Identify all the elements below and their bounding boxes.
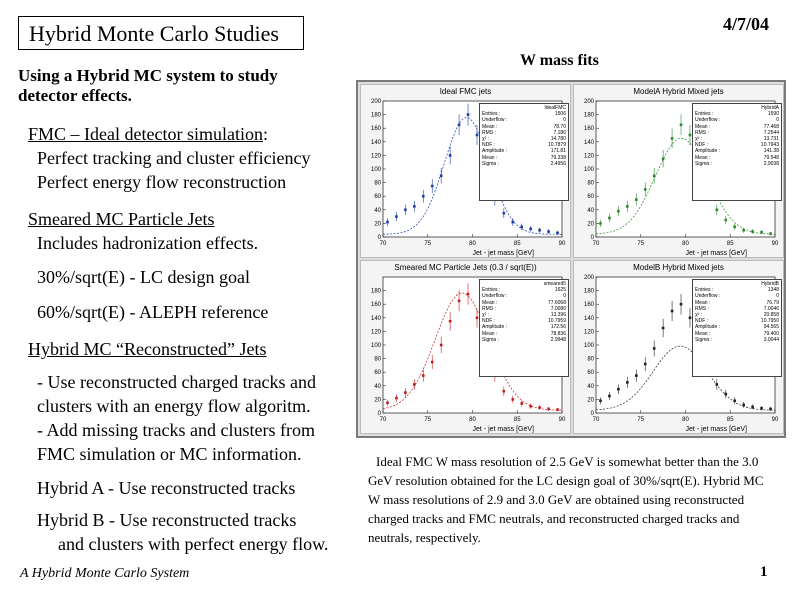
stats-value: 77.6068 <box>547 299 566 306</box>
data-point <box>449 320 452 323</box>
y-tick-label: 40 <box>587 207 594 214</box>
stats-value: 0 <box>563 293 566 300</box>
stats-key: Sigma : <box>482 336 499 343</box>
y-tick-label: 160 <box>583 302 594 309</box>
stats-key: NDF : <box>482 142 496 149</box>
stats-value: 1590 <box>767 111 779 118</box>
data-point <box>556 408 559 411</box>
plot-title: ModelB Hybrid Mixed jets <box>633 263 724 272</box>
x-tick-label: 90 <box>558 417 566 423</box>
plot-ideal-fmc <box>360 84 571 258</box>
y-tick-label: 140 <box>370 139 381 146</box>
stats-box <box>479 103 569 201</box>
data-point <box>520 226 523 229</box>
x-axis-label: Jet - jet mass [GeV] <box>472 250 534 257</box>
stats-key: Mean : <box>482 123 498 130</box>
y-tick-label: 120 <box>583 329 594 336</box>
stats-key: Sigma : <box>695 160 712 167</box>
smeared-heading: Smeared MC Particle Jets <box>28 209 215 229</box>
x-axis-label: Jet - jet mass [GeV] <box>472 426 534 433</box>
stats-value: 1348 <box>767 287 779 294</box>
data-point <box>458 300 461 303</box>
data-point <box>608 217 611 220</box>
data-point <box>751 406 754 409</box>
hybrid-line-3: - Add missing tracks and clusters from <box>37 420 315 440</box>
stats-key: χ² : <box>695 312 703 319</box>
data-point <box>449 154 452 157</box>
x-tick-label: 90 <box>558 241 566 247</box>
y-tick-label: 140 <box>583 139 594 146</box>
stats-key: Underflow : <box>482 293 508 300</box>
fit-figure <box>356 80 786 438</box>
data-point <box>769 408 772 411</box>
stats-value: 172.56 <box>550 324 566 331</box>
stats-value: 0 <box>563 117 566 124</box>
data-point <box>511 398 514 401</box>
y-tick-label: 0 <box>377 235 381 241</box>
x-tick-label: 70 <box>379 417 387 423</box>
stats-value: 79.548 <box>763 154 779 161</box>
y-tick-label: 40 <box>374 207 381 214</box>
data-point <box>547 230 550 233</box>
hybrid-heading-text: Hybrid MC “Reconstructed” Jets <box>28 339 267 359</box>
data-point <box>404 209 407 212</box>
x-tick-label: 85 <box>513 241 521 247</box>
stats-value: 2.9038 <box>763 160 779 167</box>
data-point <box>760 407 763 410</box>
plot-title: Smeared MC Particle Jets (0.3 / sqrt(E)) <box>394 263 537 272</box>
y-tick-label: 100 <box>370 167 381 173</box>
plot-smeared <box>360 260 571 434</box>
data-point <box>520 402 523 405</box>
data-point <box>538 406 541 409</box>
y-tick-label: 160 <box>370 126 381 133</box>
stats-key: Underflow : <box>695 293 721 300</box>
stats-value: 14.780 <box>550 136 566 143</box>
data-point <box>547 408 550 411</box>
data-point <box>680 303 683 306</box>
x-tick-label: 75 <box>637 417 645 423</box>
stats-key: Sigma : <box>695 336 712 343</box>
data-point <box>467 293 470 296</box>
y-tick-label: 180 <box>583 112 594 119</box>
x-tick-label: 80 <box>682 241 689 247</box>
x-tick-label: 80 <box>682 417 689 423</box>
stats-value: 0 <box>776 117 779 124</box>
data-point <box>529 228 532 231</box>
data-point <box>617 210 620 213</box>
data-point <box>440 175 443 178</box>
y-tick-label: 160 <box>370 302 381 309</box>
y-tick-label: 160 <box>583 126 594 133</box>
x-tick-label: 75 <box>424 417 432 423</box>
y-tick-label: 20 <box>374 221 381 228</box>
stats-key: Underflow : <box>695 117 721 124</box>
x-tick-label: 90 <box>771 241 779 247</box>
plot-hybrid-a <box>573 84 784 258</box>
stats-value: 94.565 <box>763 324 779 331</box>
x-tick-label: 80 <box>469 241 476 247</box>
y-tick-label: 120 <box>370 153 381 160</box>
stats-key: Underflow : <box>482 117 508 124</box>
data-point <box>413 205 416 208</box>
stats-value: 7.0046 <box>763 305 779 312</box>
smeared-line-3: 60%/sqrt(E) - ALEPH reference <box>37 302 269 322</box>
y-tick-label: 80 <box>587 180 594 187</box>
stats-key: Mean : <box>695 330 711 337</box>
hybrid-line-1: - Use reconstructed charged tracks and <box>37 372 317 392</box>
stats-value: 7.186 <box>553 129 566 136</box>
smeared-line-1: Includes hadronization effects. <box>37 233 259 253</box>
data-point <box>769 232 772 235</box>
data-point <box>716 383 719 386</box>
data-point <box>538 229 541 232</box>
x-tick-label: 70 <box>592 241 600 247</box>
data-point <box>529 405 532 408</box>
stats-value: 3.0044 <box>763 336 779 343</box>
stats-value: 79.400 <box>763 330 779 337</box>
data-point <box>644 188 647 191</box>
plot-title: Ideal FMC jets <box>439 87 492 96</box>
stats-value: 13.396 <box>550 312 566 319</box>
stats-key: Entries : <box>695 111 714 118</box>
hybrid-b-line-2: and clusters with perfect energy flow. <box>58 534 329 554</box>
data-point <box>689 134 692 137</box>
data-point <box>386 402 389 405</box>
data-point <box>422 374 425 377</box>
y-tick-label: 60 <box>587 370 594 377</box>
stats-value: 1506 <box>554 111 566 118</box>
y-tick-label: 20 <box>587 221 594 228</box>
stats-key: χ² : <box>695 136 703 143</box>
x-tick-label: 80 <box>469 417 476 423</box>
data-point <box>608 395 611 398</box>
stats-key: RMS : <box>482 129 496 136</box>
fmc-heading: FMC – Ideal detector simulation <box>28 124 263 144</box>
data-point <box>760 231 763 234</box>
stats-value: 171.81 <box>550 148 566 155</box>
data-point <box>476 134 479 137</box>
stats-value: 7.2544 <box>763 129 779 136</box>
stats-row <box>482 337 566 343</box>
stats-value: HybridA <box>761 105 779 111</box>
data-point <box>626 381 629 384</box>
data-point <box>511 221 514 224</box>
fmc-colon: : <box>262 124 268 144</box>
intro <box>18 66 278 106</box>
y-tick-label: 120 <box>583 153 594 160</box>
y-tick-label: 180 <box>370 112 381 119</box>
stats-key: χ² : <box>482 136 490 143</box>
y-tick-label: 120 <box>370 329 381 336</box>
hybrid-body <box>37 370 316 466</box>
data-point <box>503 212 506 215</box>
stats-key: Amplitude : <box>695 324 721 331</box>
stats-key: Sigma : <box>482 160 499 167</box>
y-tick-label: 60 <box>374 194 381 201</box>
y-tick-label: 200 <box>370 99 381 105</box>
stats-key: NDF : <box>695 318 709 325</box>
data-point <box>671 310 674 313</box>
plot-title: ModelA Hybrid Mixed jets <box>633 87 724 96</box>
data-point <box>617 388 620 391</box>
stats-value: smeared5 <box>543 281 566 287</box>
data-point <box>716 209 719 212</box>
stats-key: χ² : <box>482 312 490 319</box>
y-tick-label: 200 <box>583 99 594 105</box>
data-point <box>733 399 736 402</box>
data-point <box>680 124 683 127</box>
y-tick-label: 40 <box>587 383 594 390</box>
stats-value: 77.468 <box>763 123 779 130</box>
x-tick-label: 70 <box>592 417 600 423</box>
smeared-line-2: 30%/sqrt(E) - LC design goal <box>37 267 250 287</box>
y-tick-label: 100 <box>583 343 594 349</box>
x-axis-label: Jet - jet mass [GeV] <box>685 426 747 433</box>
stats-value: 10.7959 <box>547 318 566 325</box>
stats-key: Amplitude : <box>695 148 721 155</box>
date: 4/7/04 <box>722 14 769 34</box>
y-tick-label: 60 <box>374 370 381 377</box>
stats-value: 78.70 <box>553 123 566 130</box>
data-point <box>653 175 656 178</box>
stats-key: NDF : <box>695 142 709 149</box>
x-tick-label: 90 <box>771 417 779 423</box>
stats-value: 10.7943 <box>760 142 779 149</box>
fits-title: W mass fits <box>520 52 599 69</box>
data-point <box>431 361 434 364</box>
stats-row <box>695 161 779 167</box>
stats-value: 2.4956 <box>550 160 566 167</box>
y-tick-label: 180 <box>583 288 594 295</box>
stats-value: 2.9948 <box>550 336 566 343</box>
hybrid-heading <box>28 337 266 361</box>
y-tick-label: 100 <box>370 343 381 349</box>
data-point <box>503 390 506 393</box>
x-tick-label: 85 <box>726 241 734 247</box>
stats-value: 0 <box>776 293 779 300</box>
y-tick-label: 180 <box>370 288 381 295</box>
smeared-section <box>28 207 258 255</box>
intro-line-1: Using a Hybrid MC system to study <box>18 66 278 85</box>
data-point <box>467 113 470 116</box>
stats-key: RMS : <box>695 305 709 312</box>
data-point <box>644 363 647 366</box>
data-point <box>599 222 602 225</box>
stats-value: 141.38 <box>763 148 779 155</box>
stats-key: Amplitude : <box>482 148 508 155</box>
y-tick-label: 200 <box>583 275 594 281</box>
stats-row <box>482 161 566 167</box>
x-tick-label: 75 <box>637 241 645 247</box>
data-point <box>599 399 602 402</box>
stats-key: Mean : <box>482 299 498 306</box>
y-tick-label: 80 <box>374 356 381 363</box>
stats-key: Mean : <box>482 330 498 337</box>
stats-value: 10.7879 <box>547 142 566 149</box>
fmc-section <box>28 122 311 194</box>
y-tick-label: 0 <box>590 235 594 241</box>
data-point <box>635 374 638 377</box>
x-tick-label: 85 <box>726 417 734 423</box>
x-tick-label: 70 <box>379 241 387 247</box>
y-tick-label: 100 <box>583 167 594 173</box>
stats-key: RMS : <box>695 129 709 136</box>
data-point <box>626 205 629 208</box>
footer-title: A Hybrid Monte Carlo System <box>20 566 190 581</box>
stats-value: 13.731 <box>763 136 779 143</box>
stats-value: 78.836 <box>550 330 566 337</box>
stats-value: IdealFMC <box>544 105 566 111</box>
data-point <box>742 229 745 232</box>
stats-box <box>692 103 782 201</box>
stats-value: 76.79 <box>766 299 779 306</box>
y-tick-label: 0 <box>377 411 381 417</box>
intro-line-2: detector effects. <box>18 86 132 105</box>
slide-title: Hybrid Monte Carlo Studies <box>29 21 279 46</box>
stats-key: Entries : <box>482 111 501 118</box>
stats-key: Mean : <box>695 123 711 130</box>
y-tick-label: 140 <box>370 315 381 322</box>
figure-caption: Ideal FMC W mass resolution of 2.5 GeV is somewhat better than the 3.0 GeV resolution obtained for the LC design goal of 30%/sqrt(E). Hybrid MC W mass resolutions of 2.9 and 3.0 GeV are obtained using reconstructed charged tracks and FMC neutrals, and reconstructed charged tracks and neutrals, respectively. <box>368 454 764 545</box>
stats-key: Entries : <box>482 287 501 294</box>
stats-key: Mean : <box>482 154 498 161</box>
slide-title-box <box>18 16 304 50</box>
x-tick-label: 75 <box>424 241 432 247</box>
data-point <box>413 383 416 386</box>
y-tick-label: 140 <box>583 315 594 322</box>
data-point <box>689 317 692 320</box>
stats-value: 7.0086 <box>550 305 566 312</box>
stats-value: 20.858 <box>763 312 779 319</box>
data-point <box>386 221 389 224</box>
stats-key: NDF : <box>482 318 496 325</box>
stats-key: RMS : <box>482 305 496 312</box>
stats-key: Amplitude : <box>482 324 508 331</box>
hybrid-line-2: clusters with an energy flow algoritm. <box>37 396 311 416</box>
stats-row <box>695 337 779 343</box>
y-tick-label: 40 <box>374 383 381 390</box>
x-axis-label: Jet - jet mass [GeV] <box>685 250 747 257</box>
data-point <box>476 317 479 320</box>
data-point <box>440 344 443 347</box>
data-point <box>662 158 665 161</box>
data-point <box>733 226 736 229</box>
data-point <box>724 219 727 222</box>
y-tick-label: 80 <box>587 356 594 363</box>
y-tick-label: 60 <box>587 194 594 201</box>
stats-box <box>479 279 569 377</box>
data-point <box>724 393 727 396</box>
stats-key: Mean : <box>695 154 711 161</box>
hybrid-a: Hybrid A - Use reconstructed tracks <box>37 478 296 498</box>
data-point <box>635 198 638 201</box>
stats-value: 79.338 <box>550 154 566 161</box>
y-tick-label: 20 <box>374 397 381 404</box>
fmc-line-1: Perfect tracking and cluster efficiency <box>37 148 311 168</box>
data-point <box>662 327 665 330</box>
fmc-line-2: Perfect energy flow reconstruction <box>37 172 287 192</box>
data-point <box>556 232 559 235</box>
stats-box <box>692 279 782 377</box>
hybrid-line-4: FMC simulation or MC information. <box>37 444 302 464</box>
y-tick-label: 20 <box>587 397 594 404</box>
page-number: 1 <box>760 564 768 580</box>
y-tick-label: 80 <box>374 180 381 187</box>
data-point <box>742 404 745 407</box>
data-point <box>431 185 434 188</box>
stats-key: Mean : <box>695 299 711 306</box>
y-tick-label: 0 <box>590 411 594 417</box>
x-tick-label: 85 <box>513 417 521 423</box>
data-point <box>671 137 674 140</box>
data-point <box>422 195 425 198</box>
data-point <box>458 124 461 127</box>
stats-key: Entries : <box>695 287 714 294</box>
stats-value: 10.7950 <box>760 318 779 325</box>
stats-value: 1625 <box>554 287 566 294</box>
data-point <box>653 347 656 350</box>
data-point <box>751 230 754 233</box>
data-point <box>404 391 407 394</box>
plot-hybrid-b <box>573 260 784 434</box>
data-point <box>395 397 398 400</box>
hybrid-b-line-1: Hybrid B - Use reconstructed tracks <box>37 510 297 530</box>
stats-value: HybridB <box>761 281 779 287</box>
data-point <box>395 215 398 218</box>
